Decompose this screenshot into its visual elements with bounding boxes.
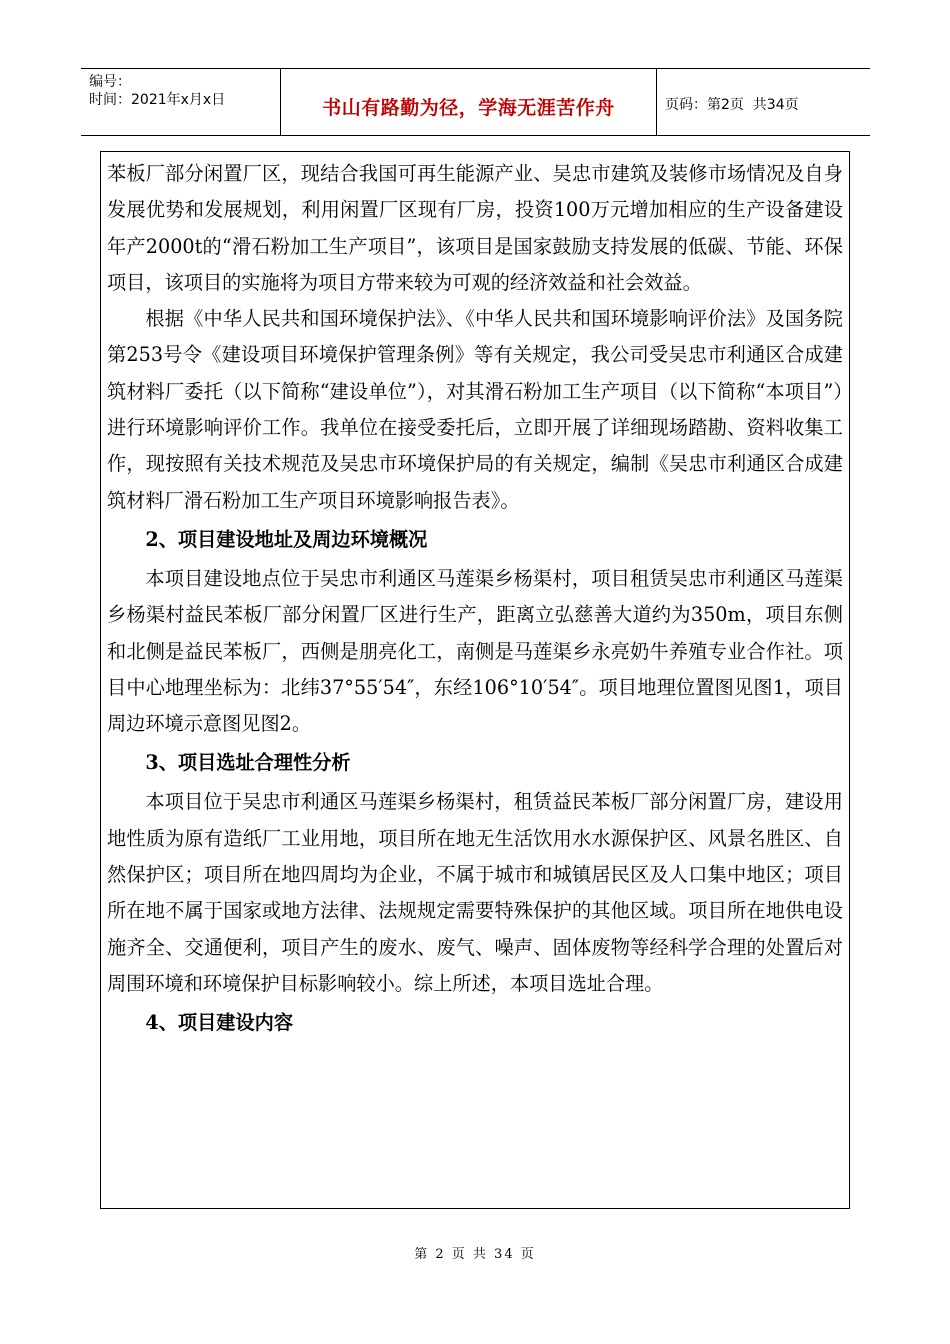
page-header	[81, 68, 870, 136]
content-box	[100, 151, 850, 1209]
section-heading-3: 3、项目选址合理性分析	[145, 751, 351, 775]
paragraph-intro: 苯板厂部分闲置厂区，现结合我国可再生能源产业、吴忠市建筑及装修市场情况及自身发展优势和发展规划，利用闲置厂区现有厂房，投资100万元增加相应的生产设备建设年产2000t的“滑石粉加工生产项目”，该项目是国家鼓励支持发展的低碳、节能、环保项目，该项目的实施将为项目方带来较为可观的经济效益和社会效益。	[107, 162, 843, 294]
section-heading-4: 4、项目建设内容	[145, 1011, 294, 1035]
page-footer: 第 2 页 共 34 页	[414, 1247, 536, 1262]
header-meta	[81, 69, 281, 135]
header-motto-cell	[281, 69, 657, 135]
paragraph-basis: 根据《中华人民共和国环境保护法》、《中华人民共和国环境影响评价法》及国务院第253号令《建设项目环境保护管理条例》等有关规定，我公司受吴忠市利通区合成建筑材料厂委托（以下简称“建设单位”），对其滑石粉加工生产项目（以下简称“本项目”）进行环境影响评价工作。我单位在接受委托后，立即开展了详细现场踏勘、资料收集工作，现按照有关技术规范及吴忠市环境保护局的有关规定，编制《吴忠市利通区合成建筑材料厂滑石粉加工生产项目环境影响报告表》。	[107, 307, 843, 512]
paragraph-site: 本项目位于吴忠市利通区马莲渠乡杨渠村，租赁益民苯板厂部分闲置厂房，建设用地性质为原有造纸厂工业用地，项目所在地无生活饮用水水源保护区、风景名胜区、自然保护区；项目所在地四周均为企业，不属于城市和城镇居民区及人口集中地区；项目所在地不属于国家或地方法律、法规规定需要特殊保护的其他区域。项目所在地供电设施齐全、交通便利，项目产生的废水、废气、噪声、固体废物等经科学合理的处置后对周围环境和环境保护目标影响较小。综上所述，本项目选址合理。	[107, 790, 843, 995]
doc-code-label: 编号：	[89, 74, 131, 90]
doc-time-label: 时间：2021年x月x日	[89, 92, 226, 108]
paragraph-location: 本项目建设地点位于吴忠市利通区马莲渠乡杨渠村，项目租赁吴忠市利通区马莲渠乡杨渠村益民苯板厂部分闲置厂区进行生产，距离立弘慈善大道约为350m，项目东侧和北侧是益民苯板厂，西侧是朋亮化工，南侧是马莲渠乡永亮奶牛养殖专业合作社。项目中心地理坐标为：北纬37°55′54″，东经106°10′54″。项目地理位置图见图1，项目周边环境示意图见图2。	[107, 566, 843, 736]
section-heading-2: 2、项目建设地址及周边环境概况	[145, 527, 428, 551]
header-page-number: 页码：第2页 共34页	[665, 97, 799, 113]
header-motto: 书山有路勤为径，学海无涯苦作舟	[322, 96, 615, 119]
header-page-cell	[657, 69, 870, 135]
